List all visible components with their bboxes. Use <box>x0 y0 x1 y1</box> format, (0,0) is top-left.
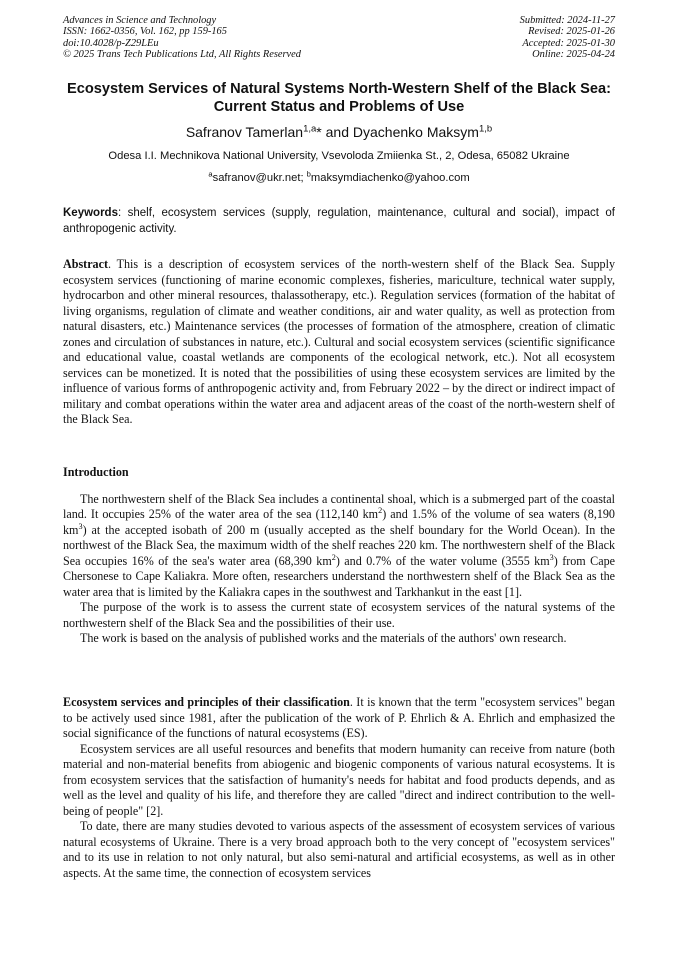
paragraph: The purpose of the work is to assess the current state of ecosystem services of the natural systems of the northwestern shelf of the Black Sea and the possibilities of their use. <box>63 600 615 630</box>
journal-name: Advances in Science and Technology <box>63 15 217 26</box>
keywords <box>63 206 615 237</box>
abstract-text: . This is a description of ecosystem services of the north-western shelf of the Black Sea. Supply ecosystem services (functioning of marine economic complexes, fisheries, mariculture, technical water supply, hydrocarbon and other mineral resources, thalassotherapy, etc.). Regulation services (formation of the habitat of living organisms, regulation of climate and weather conditions, air and water quality, as well as protection from natural disasters, etc.) Maintenance services (the processes of formation of the atmosphere, creation of climatic zones and circulation of substances in nature, etc.). Cultural and social ecosystem services (scientific significance and educational value, coastal wetlands are components of the ecological network, etc.). Not all ecosystem services can be monetized. It is noted that the possibilities of using these ecosystem services are limited by the influence of various forms of anthropogenic activity and, from February 2022 – by the direct or indirect impact of military and combat operations within the water area and adjacent areas of the coast of the north-western shelf of the Black Sea. <box>63 257 615 426</box>
superscript: 3 <box>549 552 554 562</box>
date-submitted: Submitted: 2024-11-27 <box>519 15 615 26</box>
journal-doi: doi:10.4028/p-Z29LEu <box>63 37 159 49</box>
date-online: Online: 2025-04-24 <box>532 49 615 61</box>
introduction-heading: Introduction <box>63 465 129 479</box>
submission-dates <box>520 15 615 61</box>
paragraph <box>63 492 615 601</box>
paragraph: The work is based on the analysis of published works and the materials of the authors' own research. <box>80 631 567 645</box>
author-2-affil: 1,b <box>478 123 493 135</box>
superscript: 3 <box>78 521 83 531</box>
email-a[interactable]: safranov@ukr.net; <box>212 172 307 184</box>
text-run: ) and 1.5% of the volume of sea waters (8,190 km <box>63 507 615 537</box>
superscript: 2 <box>331 552 336 562</box>
abstract-label: Abstract <box>63 257 109 271</box>
keywords-text: : shelf, ecosystem services (supply, regulation, maintenance, cultural and social), impact of anthropogenic activity. <box>63 207 615 235</box>
author-2-name: Dyachenko Maksym <box>352 124 479 140</box>
journal-info <box>63 15 301 61</box>
text-run: ) and 0.7% of the water volume (3555 km <box>335 553 550 568</box>
journal-issn: ISSN: 1662-0356, Vol. 162, pp 159-165 <box>63 26 227 38</box>
superscript: 2 <box>378 505 383 515</box>
text-run: ) from Cape Chersonese to Cape Kaliakra. More often, researchers understand the northwestern shelf of the Black Sea as the water area that is limited by the Kaliakra capes in the southwest and Tarkhankut in the east [1]. <box>63 553 615 599</box>
email-b[interactable]: maksymdiachenko@yahoo.com <box>310 172 470 184</box>
journal-copyright: © 2025 Trans Tech Publications Ltd, All Rights Reserved <box>63 49 301 61</box>
paper-title: Ecosystem Services of Natural Systems North-Western Shelf of the Black Sea: Current Status and Problems of Use <box>67 81 611 115</box>
keywords-label: Keywords <box>63 207 118 219</box>
email-b-marker: b <box>306 169 311 179</box>
author-line <box>63 124 615 141</box>
author-emails <box>63 171 615 185</box>
paragraph: Ecosystem services are all useful resources and benefits that modern humanity can receive from nature (both material and non-material benefits from abiogenic and biogenic components of various natural ecosystems. It is from ecosystem services that the satisfaction of humanity's needs for habitat and food products depends, and as well as the level and quality of his life, and therefore they are called "direct and indirect contribution to the well-being of people" [2]. <box>63 741 615 818</box>
affiliation: Odesa I.I. Mechnikova National University, Vsevoloda Zmiienka St., 2, Odesa, 65082 Ukraine <box>108 150 570 162</box>
text-run: The northwestern shelf of the Black Sea includes a continental shoal, which is a submerged part of the coastal land. It occupies 25% of the water area of the sea (112,140 km <box>63 491 615 521</box>
section-heading: Ecosystem services and principles of their classification <box>63 695 350 709</box>
text-run: . It is known that the term "ecosystem services" began to be actively used since 1981, after the publication of the work of P. Ehrlich & A. Ehrlich and emphasized the social significance of the functions of natural ecosystems (ES). <box>63 695 615 740</box>
paragraph: To date, there are many studies devoted to various aspects of the assessment of ecosystem services of various natural ecosystems of Ukraine. There is a very broad approach both to the very concept of "ecosystem services" and to its use in relation to not only natural, but also semi-natural and artificial ecosystems, as well as in other aspects. At the same time, the connection of ecosystem services <box>63 819 615 880</box>
paragraph <box>63 695 615 742</box>
introduction-section <box>63 465 615 647</box>
corresponding-mark: * <box>316 124 322 140</box>
author-1-name: Safranov Tamerlan <box>185 124 304 140</box>
date-accepted: Accepted: 2025-01-30 <box>522 37 615 49</box>
date-revised: Revised: 2025-01-26 <box>528 26 615 38</box>
ecosystem-services-section <box>63 695 615 881</box>
email-a-marker: a <box>208 169 213 179</box>
text-run: ) at the accepted isobath of 200 m (usually accepted as the shelf boundary for the World Ocean). In the northwest of the Black Sea, the maximum width of the shelf reaches 220 km. The northwestern shelf of the Black Sea occupies 16% of the sea's water area (68,390 km <box>63 522 615 568</box>
author-1-affil: 1,a <box>303 123 317 135</box>
abstract <box>63 257 615 428</box>
author-conjunction: and <box>321 124 353 140</box>
